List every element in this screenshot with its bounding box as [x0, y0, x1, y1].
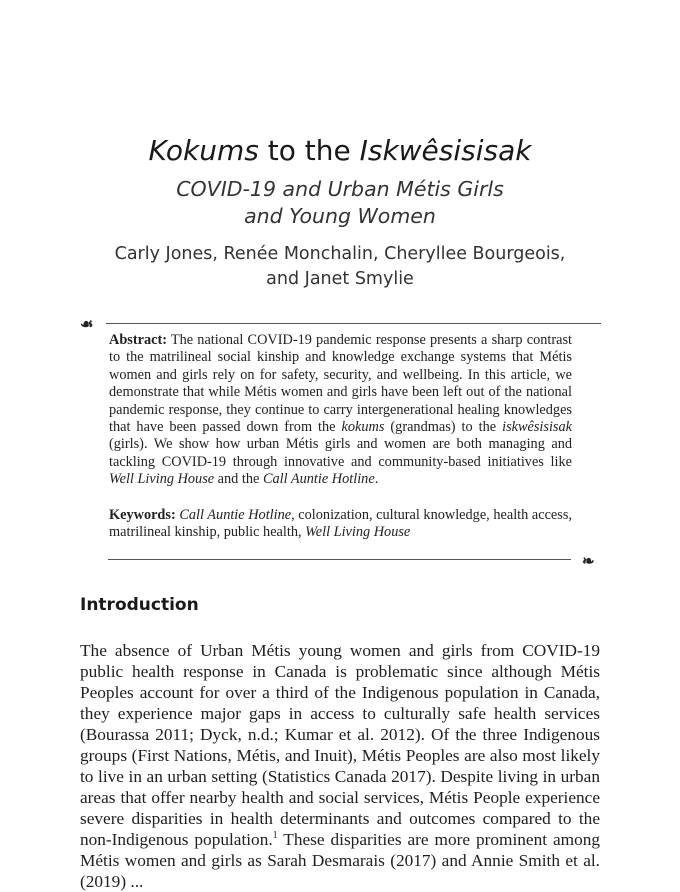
abstract-text-part: (girls). We show how urban Métis girls and women are both managing and tackling COVID-19 through innovative and community-based initiatives like	[109, 436, 572, 470]
body-text-part: The absence of Urban Métis young women and girls from COVID-19 public health response in Canada is problematic since although Métis Peoples account for over a third of the Indigenous population in Canada, they experience major gaps in access to culturally safe health services (Bourassa 2011; Dyck, n.d.; Kumar et al. 2012). Of the three Indigenous groups (First Nations, Métis, and Inuit), Métis Peoples are also most likely to live in an urban setting (Statistics Canada 2017). Despite living in urban areas that offer nearby health and social services, Métis People experience severe disparities in health determinants and outcomes compared to the non-Indigenous population.	[80, 641, 600, 849]
keywords-text-part: , colonization, cultural knowledge, health access, matrilineal kinship, public health,	[109, 506, 572, 541]
body-paragraph	[80, 640, 600, 892]
right-flourish-icon: ❧	[582, 552, 595, 570]
article-title	[80, 132, 600, 170]
term-well-living-house: Well Living House	[109, 471, 215, 488]
abstract-paragraph	[109, 332, 572, 489]
section-heading-introduction: Introduction	[80, 595, 199, 615]
title-middle: to the	[258, 134, 360, 167]
term-call-auntie-hotline: Call Auntie Hotline	[262, 471, 375, 488]
subtitle-line-2: and Young Women	[244, 204, 436, 228]
title-block	[80, 132, 600, 292]
abstract-bottom-rule	[108, 559, 571, 560]
title-italic-kokums: Kokums	[148, 134, 259, 167]
abstract-text-part: The national COVID-19 pandemic response presents a sharp contrast to the matrilineal social kinship and knowledge exchange systems that Métis women and girls rely on for safety, security, and wellbeing. In this article, we demonstrate that while Métis women and girls have been left out of the national pandemic response, they continue to carry intergenerational healing knowledges that have been passed down from the	[109, 332, 572, 436]
term-kokums: kokums	[341, 419, 385, 436]
authors-line-2: and Janet Smylie	[266, 269, 414, 289]
keyword-call-auntie: Call Auntie Hotline	[179, 506, 292, 523]
keywords-paragraph	[109, 507, 572, 542]
term-iskwesisisak: iskwêsisisak	[502, 419, 572, 436]
abstract-text-part: and the	[214, 471, 263, 488]
keywords-label: Keywords:	[109, 506, 176, 523]
title-italic-iskwesisisak: Iskwêsisisak	[359, 134, 532, 167]
body-text-part: These disparities are more prominent among Métis women and girls as Sarah Desmarais (2017) and Annie Smith et al. (2019) ...	[80, 830, 601, 891]
authors-line-1: Carly Jones, Renée Monchalin, Cheryllee Bourgeois,	[114, 244, 566, 264]
left-flourish-icon: ☙	[80, 315, 94, 333]
author-list	[80, 242, 600, 292]
abstract-text-part: (grandmas) to the	[384, 419, 503, 436]
subtitle-line-1: COVID-19 and Urban Métis Girls	[176, 177, 504, 201]
keyword-well-living: Well Living House	[305, 524, 411, 541]
abstract-text-part: .	[374, 471, 379, 488]
article-subtitle	[80, 176, 600, 230]
abstract-top-rule	[106, 323, 601, 324]
abstract-text	[109, 332, 572, 541]
footnote-reference[interactable]: 1	[272, 830, 278, 842]
abstract-label: Abstract:	[109, 332, 167, 348]
